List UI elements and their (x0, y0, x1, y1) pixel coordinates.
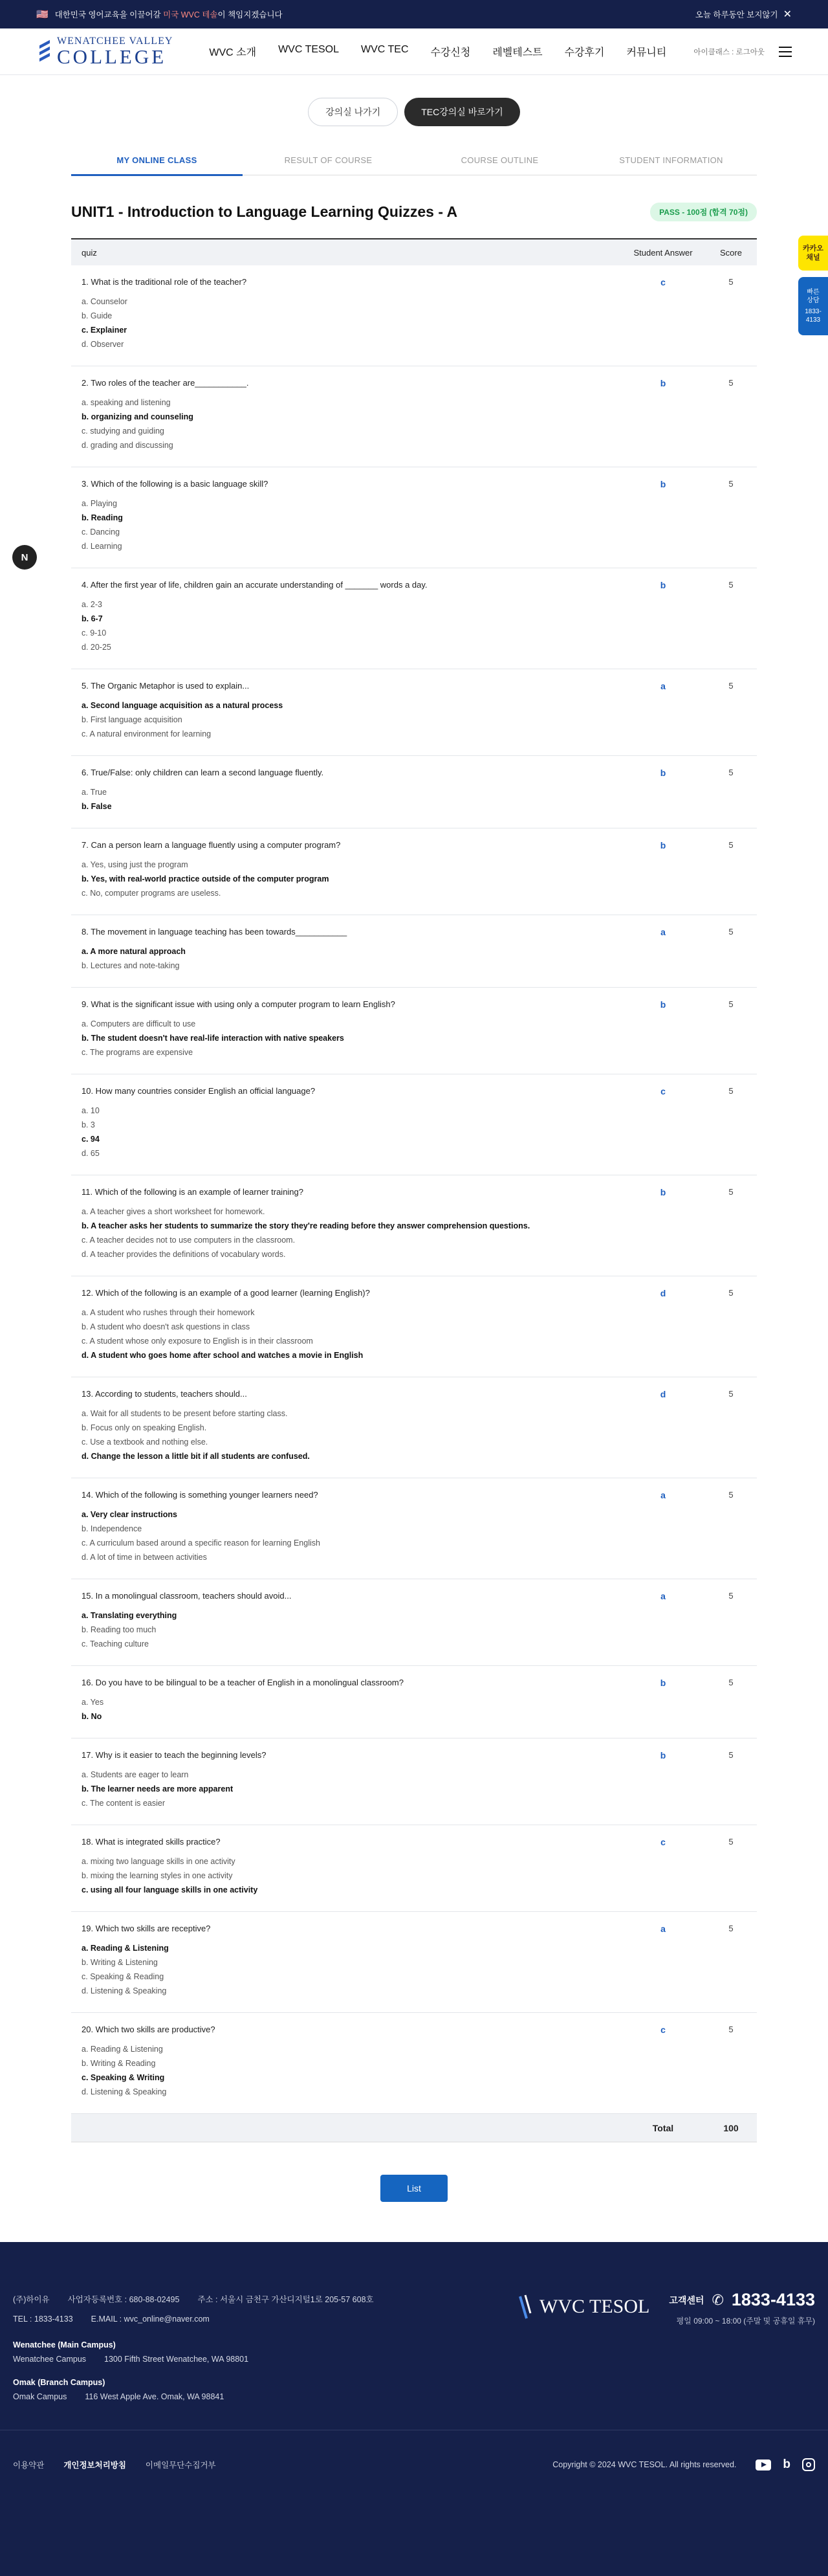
answer-option: b. 3 (82, 1120, 95, 1129)
answer-option: a. mixing two language skills in one activity (82, 1857, 235, 1866)
answer-option: c. The content is easier (82, 1799, 166, 1808)
kakao-channel-button[interactable]: 카카오 채널 (798, 236, 828, 271)
question-score: 5 (728, 1678, 734, 1687)
answer-option: c. Speaking & Writing (82, 2073, 165, 2082)
answer-option: a. Reading & Listening (82, 1944, 169, 1953)
answer-option: d. Learning (82, 542, 122, 551)
question-score: 5 (728, 378, 734, 388)
copyright: Copyright © 2024 WVC TESOL. All rights reserved. (552, 2460, 737, 2469)
question-text: 10. How many countries consider English an official language? (82, 1086, 316, 1096)
table-row (71, 467, 757, 568)
question-score: 5 (728, 681, 734, 691)
question-score: 5 (728, 1591, 734, 1601)
student-answer: b (660, 840, 666, 850)
wvc-tesol-logo: WVC TESOL (518, 2294, 649, 2320)
question-text: 1. What is the traditional role of the teacher? (82, 277, 247, 287)
table-row (71, 1478, 757, 1579)
answer-option: b. Reading (82, 513, 123, 522)
answer-option: a. Computers are difficult to use (82, 1019, 196, 1028)
student-answer: a (660, 681, 666, 691)
us-flag-icon: 🇺🇸 (36, 9, 49, 20)
customer-center: 고객센터 ✆ 1833-4133 평일 09:00 ~ 18:00 (주말 및 공휴일 휴무) (669, 2290, 815, 2326)
answer-option: c. The programs are expensive (82, 1048, 193, 1057)
student-answer: b (660, 1187, 666, 1197)
course-tabs (71, 155, 757, 175)
answer-option: a. Yes, using just the program (82, 860, 188, 869)
close-icon[interactable]: ✕ (783, 9, 792, 20)
student-answer: c (660, 2025, 666, 2035)
answer-option: a. 2-3 (82, 600, 102, 609)
student-answer: a (660, 1490, 666, 1500)
table-row (71, 1579, 757, 1666)
answer-option: b. Guide (82, 311, 113, 320)
question-text: 20. Which two skills are productive? (82, 2025, 215, 2034)
nav-item-0[interactable]: WVC 소개 (209, 47, 257, 58)
answer-option: b. Focus only on speaking English. (82, 1423, 207, 1432)
answer-option: c. A student whose only exposure to English is in their classroom (82, 1337, 313, 1346)
table-row (71, 1276, 757, 1377)
answer-option: b. False (82, 802, 112, 811)
answer-option: b. Writing & Listening (82, 1958, 158, 1967)
main-campus-title: Wenatchee (Main Campus) (13, 2340, 116, 2349)
answer-option: c. Teaching culture (82, 1639, 149, 1649)
answer-option: b. First language acquisition (82, 715, 182, 724)
question-score: 5 (728, 1924, 734, 1933)
question-text: 7. Can a person learn a language fluently using a computer program? (82, 840, 341, 850)
answer-option: c. A natural environment for learning (82, 729, 212, 738)
site-header (0, 28, 828, 75)
question-text: 13. According to students, teachers should... (82, 1389, 247, 1399)
question-text: 2. Two roles of the teacher are___________. (82, 378, 249, 388)
main-nav (209, 44, 666, 59)
answer-option: d. grading and discussing (82, 441, 173, 450)
question-score: 5 (728, 1187, 734, 1197)
question-score: 5 (728, 840, 734, 850)
total-score: 100 (723, 2122, 739, 2133)
answer-option: c. studying and guiding (82, 427, 164, 436)
answer-option: d. A student who goes home after school and watches a movie in English (82, 1351, 364, 1360)
nav-item-1[interactable]: WVC TESOL (278, 44, 340, 55)
n-badge-button[interactable]: N (12, 545, 37, 570)
question-score: 5 (728, 927, 734, 937)
answer-option: a. Playing (82, 499, 117, 508)
table-row (71, 1912, 757, 2013)
answer-option: b. Yes, with real-world practice outside of the computer program (82, 874, 329, 883)
user-logout-link[interactable]: 아이클래스 : 로그아웃 (693, 48, 765, 56)
answer-option: d. 20-25 (82, 643, 111, 652)
table-header: quiz Student Answer Score (71, 239, 757, 265)
answer-option: c. Explainer (82, 326, 127, 335)
answer-option: a. Second language acquisition as a natural process (82, 701, 283, 710)
answer-option: a. Translating everything (82, 1611, 177, 1620)
question-score: 5 (728, 1490, 734, 1500)
answer-option: b. Reading too much (82, 1625, 157, 1634)
blog-icon[interactable]: b (783, 2458, 790, 2471)
answer-option: c. A teacher decides not to use computers in the classroom. (82, 1236, 296, 1245)
table-row (71, 828, 757, 915)
answer-option: c. Speaking & Reading (82, 1972, 164, 1981)
answer-option: d. Listening & Speaking (82, 1986, 167, 1995)
answer-option: c. No, computer programs are useless. (82, 889, 221, 898)
student-answer: b (660, 999, 666, 1010)
question-score: 5 (728, 1837, 734, 1847)
table-row (71, 1074, 757, 1175)
question-score: 5 (728, 2025, 734, 2034)
table-row (71, 915, 757, 988)
phone-icon: ✆ (712, 2291, 724, 2308)
question-score: 5 (728, 1086, 734, 1096)
table-row (71, 988, 757, 1074)
answer-option: c. Use a textbook and nothing else. (82, 1438, 208, 1447)
table-row (71, 1825, 757, 1912)
table-row (71, 1738, 757, 1825)
answer-option: d. Observer (82, 340, 124, 349)
answer-option: a. True (82, 788, 107, 797)
table-row (71, 1175, 757, 1276)
student-answer: a (660, 1924, 666, 1934)
table-row (71, 1377, 757, 1478)
list-button[interactable]: List (380, 2175, 448, 2202)
answer-option: d. 65 (82, 1149, 100, 1158)
table-row (71, 568, 757, 669)
question-text: 6. True/False: only children can learn a second language fluently. (82, 768, 324, 777)
student-answer: b (660, 1678, 666, 1688)
answer-option: b. Independence (82, 1524, 142, 1533)
question-text: 8. The movement in language teaching has been towards___________ (82, 927, 347, 937)
question-score: 5 (728, 768, 734, 777)
question-text: 19. Which two skills are receptive? (82, 1924, 211, 1933)
page-title: UNIT1 - Introduction to Language Learning Quizzes - A (71, 203, 458, 220)
answer-option: b. A student who doesn't ask questions in class (82, 1322, 250, 1331)
question-text: 14. Which of the following is something younger learners need? (82, 1490, 318, 1500)
question-text: 3. Which of the following is a basic language skill? (82, 479, 268, 489)
question-score: 5 (728, 1750, 734, 1760)
table-row (71, 265, 757, 366)
tab-0[interactable]: MY ONLINE CLASS (71, 155, 243, 176)
footer-link-1[interactable]: 개인정보처리방침 (63, 2461, 126, 2470)
question-text: 17. Why is it easier to teach the beginning levels? (82, 1750, 267, 1760)
answer-option: a. Very clear instructions (82, 1510, 177, 1519)
question-score: 5 (728, 479, 734, 489)
answer-option: b. A teacher asks her students to summarize the story they're reading before they answer comprehension questions. (82, 1221, 530, 1230)
announcement-bar (0, 0, 828, 28)
table-row (71, 756, 757, 828)
total-row: Total 100 (71, 2114, 757, 2142)
question-text: 11. Which of the following is an example of learner training? (82, 1187, 304, 1197)
tab-2[interactable]: COURSE OUTLINE (461, 155, 539, 165)
student-answer: d (660, 1389, 666, 1399)
dismiss-today-link[interactable]: 오늘 하루동안 보지않기 (695, 10, 778, 19)
answer-option: b. Lectures and note-taking (82, 961, 180, 970)
student-answer: d (660, 1288, 666, 1298)
answer-option: b. The student doesn't have real-life interaction with native speakers (82, 1034, 344, 1043)
answer-option: b. Writing & Reading (82, 2059, 156, 2068)
answer-option: c. A curriculum based around a specific reason for learning English (82, 1538, 320, 1548)
answer-option: c. 9-10 (82, 628, 107, 638)
table-row (71, 669, 757, 756)
answer-option: a. speaking and listening (82, 398, 171, 407)
student-answer: b (660, 378, 666, 388)
tab-3[interactable]: STUDENT INFORMATION (619, 155, 723, 165)
answer-option: b. The learner needs are more apparent (82, 1784, 234, 1793)
answer-option: a. 10 (82, 1106, 100, 1115)
answer-option: a. A student who rushes through their homework (82, 1308, 255, 1317)
quick-consult-button[interactable]: 빠른 상담 1833- 4133 (798, 277, 828, 335)
instagram-icon[interactable] (802, 2458, 815, 2471)
question-score: 5 (728, 1389, 734, 1399)
answer-option: b. mixing the learning styles in one activity (82, 1871, 233, 1880)
answer-option: a. Students are eager to learn (82, 1770, 189, 1779)
question-score: 5 (728, 1288, 734, 1298)
answer-option: d. A teacher provides the definitions of vocabulary words. (82, 1250, 286, 1259)
table-row (71, 1666, 757, 1738)
hamburger-menu-icon[interactable] (779, 47, 792, 57)
footer-link-2[interactable]: 이메일무단수집거부 (145, 2461, 216, 2470)
student-answer: a (660, 927, 666, 937)
question-text: 15. In a monolingual classroom, teachers should avoid... (82, 1591, 292, 1601)
announcement-text: 대한민국 영어교육을 이끌어갈 미국 WVC 테솔이 책임지겠습니다 (54, 10, 283, 19)
question-score: 5 (728, 999, 734, 1009)
table-row (71, 366, 757, 467)
answer-option: a. A more natural approach (82, 947, 186, 956)
question-text: 9. What is the significant issue with using only a computer program to learn English? (82, 999, 395, 1009)
tab-1[interactable]: RESULT OF COURSE (284, 155, 373, 165)
nav-item-4[interactable]: 레벨테스트 (492, 47, 543, 58)
question-text: 18. What is integrated skills practice? (82, 1837, 221, 1847)
answer-option: d. A lot of time in between activities (82, 1553, 207, 1562)
college-logo[interactable]: WENATCHEE VALLEY COLLEGE (36, 34, 173, 70)
exit-classroom-button[interactable]: 강의실 나가기 (308, 98, 398, 126)
youtube-icon[interactable] (756, 2459, 771, 2471)
logo-mark-icon (36, 34, 53, 70)
nav-item-3[interactable]: 수강신청 (430, 47, 471, 58)
student-answer: b (660, 479, 666, 489)
student-answer: b (660, 768, 666, 778)
student-answer: c (660, 1086, 666, 1096)
question-text: 12. Which of the following is an example of a good learner (learning English)? (82, 1288, 370, 1298)
answer-option: a. Reading & Listening (82, 2045, 163, 2054)
answer-option: b. No (82, 1712, 102, 1721)
site-footer: (주)하이유 사업자등록번호 : 680-88-02495 주소 : 서울시 금천구 가산디지털1로 205-57 608호 TEL : 1833-4133 E.MAIL : wvc_online@naver.com Wenatchee (Main Campus) Wenatchee Campus 1300 Fifth Street Wenatchee, WA 98801 Omak (Branch Campus) Omak Campus 116 West Apple Ave. Omak, WA 98841 WVC TESOL 고객센터 ✆ 1833-4133 평일 09:00 ~ 18:00 (주말 및 공휴일 휴무) 이용약관 개인정보처리방침 이메일무단수집거부 Copyright © 2024 WVC TESOL. All rights reserved. b (0, 2242, 828, 2576)
wvc-logo-mark-icon (518, 2294, 534, 2320)
tec-classroom-button[interactable]: TEC강의실 바로가기 (404, 98, 520, 126)
quiz-table (71, 238, 757, 2142)
answer-option: b. organizing and counseling (82, 412, 193, 421)
footer-link-0[interactable]: 이용약관 (13, 2461, 45, 2470)
nav-item-2[interactable]: WVC TEC (361, 44, 409, 55)
student-answer: b (660, 580, 666, 590)
student-answer: c (660, 1837, 666, 1847)
answer-option: a. A teacher gives a short worksheet for homework. (82, 1207, 265, 1216)
branch-campus-title: Omak (Branch Campus) (13, 2378, 105, 2387)
pass-badge: PASS - 100점 (합격 70점) (650, 203, 757, 221)
cs-phone: 1833-4133 (731, 2290, 815, 2309)
nav-item-5[interactable]: 수강후기 (564, 47, 605, 58)
student-answer: a (660, 1591, 666, 1601)
student-answer: c (660, 277, 666, 287)
answer-option: d. Change the lesson a little bit if all students are confused. (82, 1452, 310, 1461)
question-text: 4. After the first year of life, children gain an accurate understanding of _______ words a day. (82, 580, 428, 590)
answer-option: c. using all four language skills in one activity (82, 1885, 258, 1894)
answer-option: c. 94 (82, 1135, 100, 1144)
question-score: 5 (728, 580, 734, 590)
question-score: 5 (728, 277, 734, 287)
student-answer: b (660, 1750, 666, 1760)
answer-option: c. Dancing (82, 527, 120, 537)
answer-option: b. 6-7 (82, 614, 103, 623)
nav-item-6[interactable]: 커뮤니티 (626, 47, 667, 58)
answer-option: a. Wait for all students to be present before starting class. (82, 1409, 288, 1418)
question-text: 16. Do you have to be bilingual to be a teacher of English in a monolingual classroom? (82, 1678, 404, 1687)
question-text: 5. The Organic Metaphor is used to explain... (82, 681, 250, 691)
answer-option: a. Counselor (82, 297, 127, 306)
table-row (71, 2013, 757, 2114)
answer-option: d. Listening & Speaking (82, 2087, 167, 2096)
answer-option: a. Yes (82, 1698, 104, 1707)
